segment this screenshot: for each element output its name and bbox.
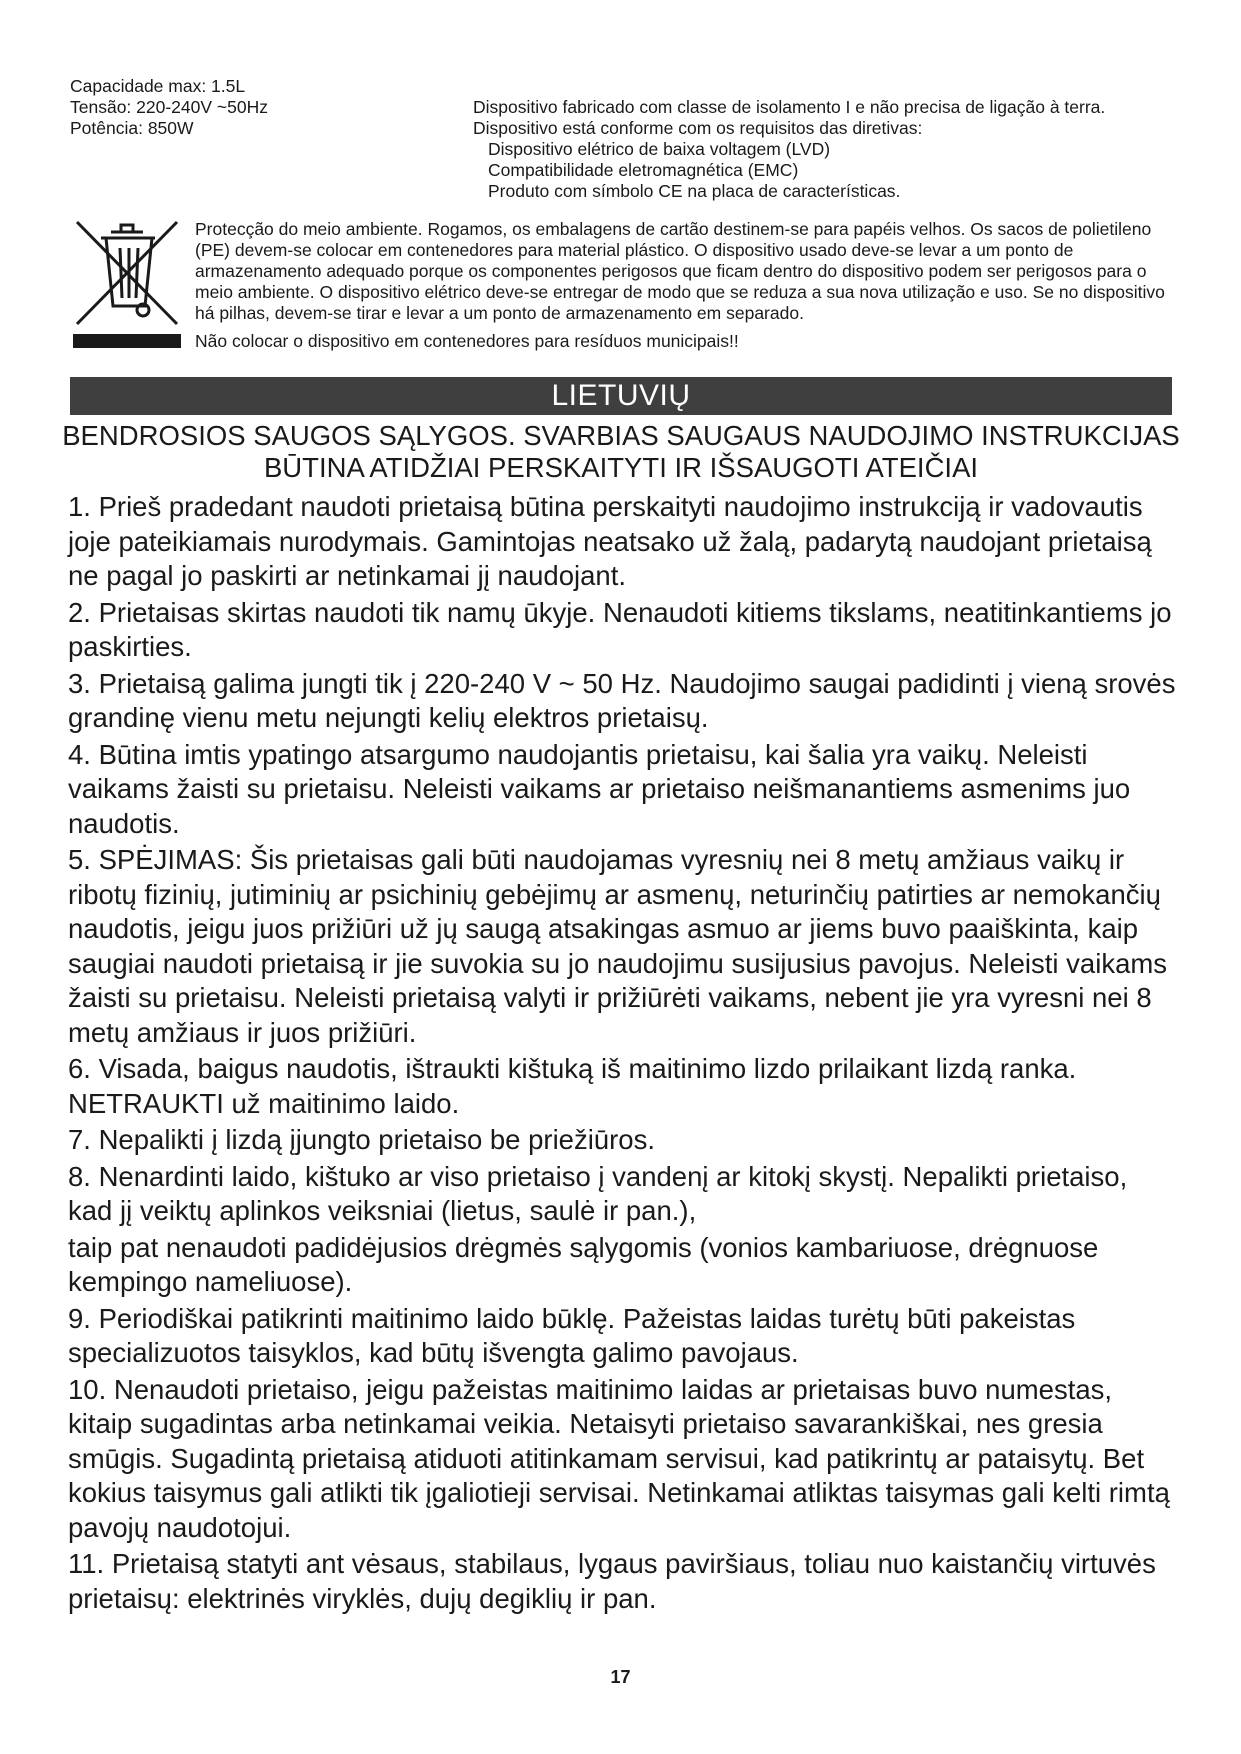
instruction-8-continued: taip pat nenaudoti padidėjusios drėgmės sąlygomis (vonios kambariuose, drėgnuose kempingo nameliuose). bbox=[68, 1231, 1099, 1297]
directives-intro-line: Dispositivo está conforme com os requisitos das diretivas: bbox=[473, 118, 923, 138]
directive-ce: Produto com símbolo CE na placa de características. bbox=[488, 181, 901, 201]
insulation-class-line: Dispositivo fabricado com classe de isolamento I e não precisa de ligação à terra. bbox=[473, 97, 1106, 117]
directive-lvd: Dispositivo elétrico de baixa voltagem (LVD) bbox=[488, 139, 831, 159]
disposal-warning: Não colocar o dispositivo em contenedores para resíduos municipais!! bbox=[195, 331, 739, 351]
instruction-1: 1. Prieš pradedant naudoti prietaisą būtina perskaityti naudojimo instrukciją ir vadovautis joje pateikiamais nurodymais. Gamintojas neatsako už žalą, padarytą naudojant prietaisą ne pagal jo paskirti ar netinkamai jį naudojant. bbox=[68, 491, 1152, 591]
specifications bbox=[70, 76, 268, 139]
spec-capacity: Capacidade max: 1.5L bbox=[70, 76, 246, 96]
instruction-6: 6. Visada, baigus naudotis, ištraukti kištuką iš maitinimo lizdo prilaikant lizdą ranka. NETRAUKTI už maitinimo laido. bbox=[68, 1053, 1077, 1119]
instruction-8: 8. Nenardinti laido, kištuko ar viso prietaiso į vandenį ar kitokį skystį. Nepalikti prietaiso, kad jį veiktų aplinkos veiksniai (lietus, saulė ir pan.), bbox=[68, 1160, 1128, 1226]
language-section-banner: LIETUVIŲ bbox=[70, 377, 1172, 415]
instruction-7: 7. Nepalikti į lizdą įjungto prietaiso be priežiūros. bbox=[68, 1124, 655, 1155]
safety-instructions bbox=[68, 490, 1178, 1618]
crossed-out-wheelie-bin-icon bbox=[73, 220, 181, 348]
instruction-11: 11. Prietaisą statyti ant vėsaus, stabilaus, lygaus paviršiaus, toliau nuo kaistančių virtuvės prietaisų: elektrinės viryklės, dujų degiklių ir pan. bbox=[68, 1548, 1156, 1614]
instruction-4: 4. Būtina imtis ypatingo atsargumo naudojantis prietaisu, kai šalia yra vaikų. Neleisti vaikams žaisti su prietaisu. Neleisti vaikams ar prietaiso neišmanantiems asmenims juo naudotis. bbox=[68, 738, 1131, 839]
directive-emc: Compatibilidade eletromagnética (EMC) bbox=[488, 160, 799, 180]
environment-protection-notice bbox=[195, 219, 1185, 352]
instruction-2: 2. Prietaisas skirtas naudoti tik namų ūkyje. Nenaudoti kitiems tikslams, neatitinkantiems jo paskirties. bbox=[68, 596, 1172, 662]
spec-voltage: Tensão: 220-240V ~50Hz bbox=[70, 97, 268, 117]
safety-title bbox=[62, 420, 1180, 484]
spec-power: Potência: 850W bbox=[70, 118, 194, 138]
recycling-text: Protecção do meio ambiente. Rogamos, os embalagens de cartão destinem-se para papéis velhos. Os sacos de polietileno (PE) devem-se colocar em contenedores para material plástico. O dispositivo usado deve-se levar a um ponto de armazenamento adequado porque os componentes perigosos que ficam dentro do dispositivo podem ser perigosos para o meio ambiente. O dispositivo elétrico deve-se entregar de modo que se reduza a sua nova utilização e uso. Se no dispositivo há pilhas, devem-se tirar e levar a um ponto de armazenamento em separado. bbox=[195, 219, 1165, 323]
safety-title-line1: BENDROSIOS SAUGOS SĄLYGOS. SVARBIAS SAUGAUS NAUDOJIMO INSTRUKCIJAS bbox=[62, 420, 1180, 451]
instruction-10: 10. Nenaudoti prietaiso, jeigu pažeistas maitinimo laidas ar prietaisas buvo numestas, kitaip sugadintas arba netinkamai veikia. Netaisyti prietaiso savarankiškai, nes gresia smūgis. Sugadintą prietaisą atiduoti atitinkamam servisui, kad patikrintų ar pataisytų. Bet kokius taisymus gali atlikti tik įgaliotieji servisai. Netinkamai atliktas taisymas gali kelti rimtą pavojų naudotojui. bbox=[68, 1373, 1170, 1543]
page-number: 17 bbox=[610, 1667, 631, 1687]
safety-title-line2: BŪTINA ATIDŽIAI PERSKAITYTI IR IŠSAUGOTI ATEIČIAI bbox=[263, 452, 979, 483]
instruction-3: 3. Prietaisą galima jungti tik į 220-240 V ~ 50 Hz. Naudojimo saugai padidinti į vieną srovės grandinę vienu metu nejungti kelių elektros prietaisų. bbox=[68, 667, 1176, 733]
instruction-5: 5. SPĖJIMAS: Šis prietaisas gali būti naudojamas vyresnių nei 8 metų amžiaus vaikų ir ribotų fizinių, jutiminių ar psichinių gebėjimų ar asmenų, neturinčių patirties ar nemokančių naudotis, jeigu juos prižiūri už jų saugą atsakingas asmuo ar jiems buvo paaiškinta, kaip saugiai naudoti prietaisą ir jie suvokia su jo naudojimu susijusius pavojus. Neleisti vaikams žaisti su prietaisu. Neleisti prietaisą valyti ir prižiūrėti vaikams, nebent jie yra vyresni nei 8 metų amžiaus ir juos prižiūri. bbox=[68, 844, 1168, 1048]
instruction-9: 9. Periodiškai patikrinti maitinimo laido būklę. Pažeistas laidas turėtų būti pakeistas specializuotos taisyklos, kad būtų išvengta galimo pavojaus. bbox=[68, 1302, 1076, 1368]
conformity-statement bbox=[473, 97, 1105, 202]
